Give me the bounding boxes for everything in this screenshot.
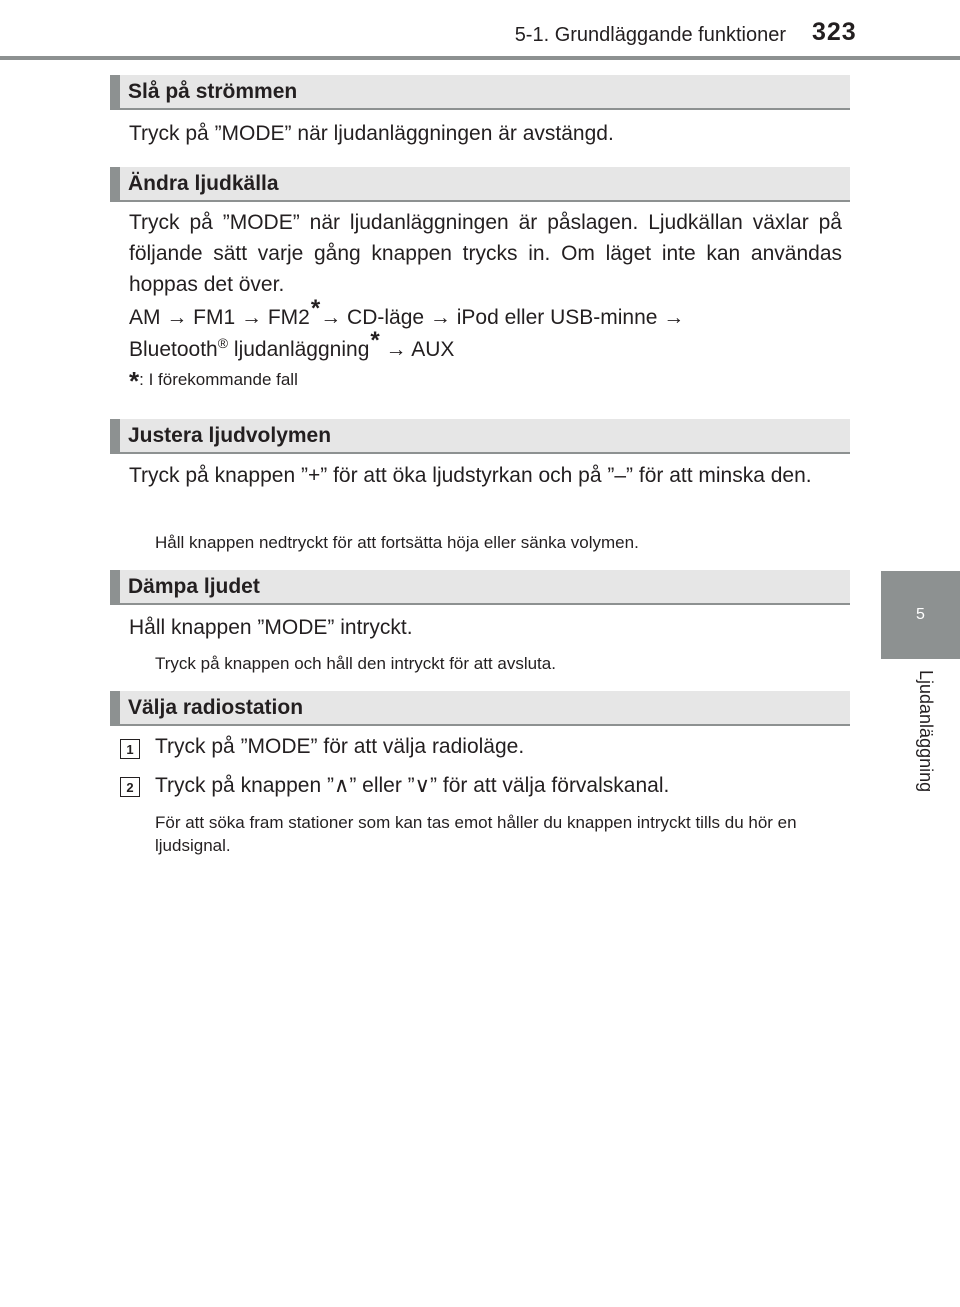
- volume-instruction: Tryck på knappen ”+” för att öka ljudstyrkan och på ”–” för att minska den.: [129, 464, 812, 487]
- section-heading-power: [110, 75, 850, 110]
- chapter-tab[interactable]: [881, 571, 960, 659]
- footnote-text: : I förekommande fall: [139, 370, 298, 389]
- chapter-title: 5-1. Grundläggande funktioner: [514, 24, 786, 46]
- section-heading-radio: [110, 691, 850, 726]
- section-title: Justera ljudvolymen: [128, 424, 332, 447]
- footnote-marker: *: [370, 327, 380, 354]
- footnote-marker: *: [310, 295, 321, 322]
- mute-instruction: Håll knappen ”MODE” intryckt.: [129, 616, 413, 639]
- section-title: Slå på strömmen: [128, 80, 298, 103]
- source-cycle-line-1: AM → FM1 → FM2*→ CD-läge → iPod eller USB-minne →: [129, 295, 685, 329]
- source-cycle-sequence: [129, 295, 842, 366]
- source-cycle-line-2: Bluetooth® ljudanläggning* → AUX: [129, 327, 455, 361]
- page-number: 323: [812, 18, 857, 46]
- source-instruction: Tryck på ”MODE” när ljudanläggningen är påslagen. Ljudkällan växlar på följande sätt varje gång knappen trycks in. Om läget inte kan användas hoppas det över.: [129, 211, 842, 296]
- radio-note: För att söka fram stationer som kan tas emot håller du knappen intryckt tills du hör en ljudsignal.: [155, 813, 797, 855]
- step-text: Tryck på knappen ”∧” eller ”∨” för att välja förvalskanal.: [155, 774, 670, 797]
- step-number: 1: [120, 739, 140, 759]
- mute-note: Tryck på knappen och håll den intryckt för att avsluta.: [155, 654, 556, 673]
- section-title: Ändra ljudkälla: [128, 172, 279, 195]
- section-heading-volume: [110, 419, 850, 454]
- footnote-asterisk: *: [129, 366, 140, 396]
- section-heading-source: [110, 167, 850, 202]
- chapter-tab-label: Ljudanläggning: [916, 670, 936, 793]
- section-heading-mute: [110, 570, 850, 605]
- step-text: Tryck på ”MODE” för att välja radioläge.: [155, 735, 525, 758]
- registered-mark: ®: [217, 335, 229, 351]
- header-rule: [0, 56, 960, 60]
- volume-note: Håll knappen nedtryckt för att fortsätta höja eller sänka volymen.: [155, 533, 639, 552]
- section-title: Välja radiostation: [128, 696, 304, 719]
- step-number: 2: [120, 777, 140, 797]
- footnote: [129, 366, 298, 396]
- power-instruction: Tryck på ”MODE” när ljudanläggningen är avstängd.: [129, 122, 614, 145]
- chapter-tab-number: 5: [916, 606, 925, 623]
- section-title: Dämpa ljudet: [128, 575, 260, 598]
